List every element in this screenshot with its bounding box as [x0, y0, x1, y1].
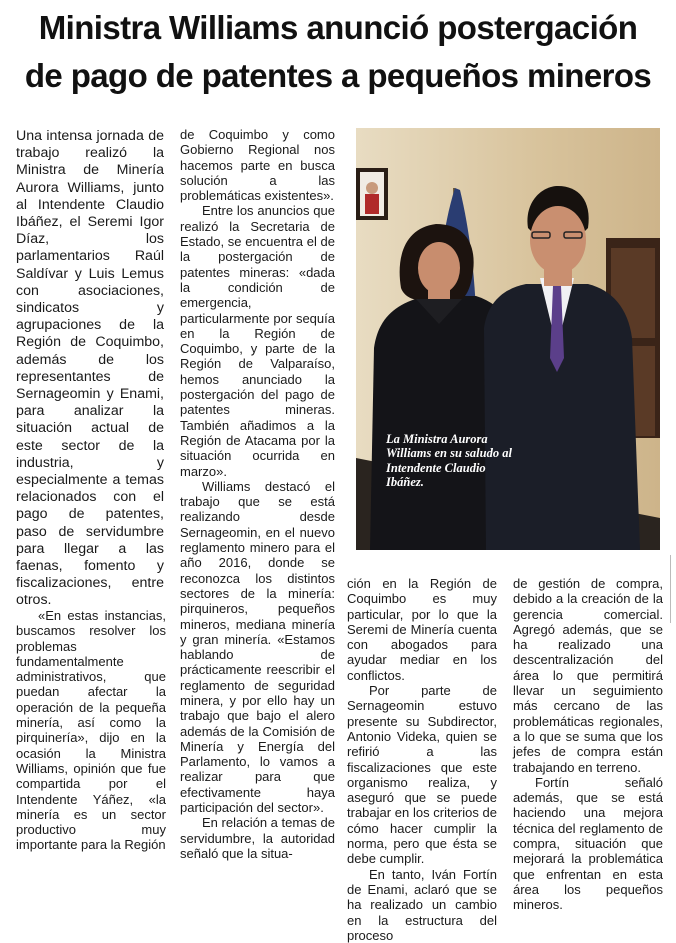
column-3 — [347, 576, 497, 943]
paragraph: En relación a temas de servidumbre, la autoridad señaló que la situa- — [180, 815, 335, 861]
paragraph: Williams destacó el trabajo que se está realizando desde Sernageomin, en el nuevo reglamento minero para el año 2016, donde se reconozca los distintos sectores de la minería: pirquineros, pequeños mineros, mediana minería y gran minería. «Estamos hablando de prácticamente reescribir el reglamento de seguridad minera, y por ello hay un trabajo que bajo el alero además de la Comisión de Minería y Energía del Parlamento, lo vamos a realizar para que efectivamente haya participación del sector». — [180, 478, 335, 816]
column-4 — [513, 576, 663, 913]
column-1-bottom — [16, 608, 166, 853]
column-1-top — [16, 128, 164, 610]
column-2 — [180, 127, 335, 861]
paragraph: En tanto, Iván Fortín de Enami, aclaró que se ha realizado un cambio en la estructura del proceso — [347, 866, 497, 943]
paragraph: Fortín señaló además, que se está haciendo una mejora técnica del reglamento de compra, situación que mejorará la problemática que enfrentan en esta área los pequeños mineros. — [513, 774, 663, 913]
photo-caption: La Ministra Aurora Williams en su saludo al Intendente Claudio Ibáñez. — [386, 432, 512, 489]
headline-line-2: de pago de patentes a pequeños mineros — [24, 57, 652, 94]
paragraph: «En estas instancias, buscamos resolver los problemas fundamentalmente administrativos, que puedan afectar la operación de la pequeña minería, así como la pirquinería», dijo en la ocasión la Ministra Williams, opinión que fue compartida por el Intendente Yáñez, «la minería es un sector productivo muy importante para la Región — [16, 608, 166, 853]
column-divider — [670, 555, 671, 623]
headline-line-1: Ministra Williams anunció postergación — [38, 9, 638, 46]
paragraph: Una intensa jornada de trabajo realizó la Ministra de Minería Aurora Williams, junto al Intendente Claudio Ibáñez, el Seremi Igor Díaz, los parlamentarios Raúl Saldívar y Luis Lemus con asociaciones, sindicatos y agrupaciones de la Región de Coquimbo, además de los representantes de Sernageomin y Enami, para analizar la situación actual de este sector de la industria, y especialmente a temas relacionados con el pago de patentes, paso de servidumbre para llegar a las faenas, fomento y fiscalizaciones, entre otros. — [16, 128, 164, 609]
paragraph: Por parte de Sernageomin estuvo presente su Subdirector, Antonio Videka, quien se refirió a las fiscalizaciones que este organismo realiza, y aseguró que se puede trabajar en los criterios de cómo hacer cumplir la norma, pero que ésta se debe cumplir. — [347, 683, 497, 867]
paragraph: ción en la Región de Coquimbo es muy particular, por lo que la Seremi de Minería cuenta con abogados para ayudar mediar en los conflictos. — [347, 576, 497, 683]
article-photo — [356, 128, 660, 550]
article-headline — [0, 4, 676, 100]
paragraph: de gestión de compra, debido a la creación de la gerencia comercial. Agregó además, que se ha realizado una descentralización del área lo que permitirá llevar un seguimiento más cercano de las problemáticas regionales, a lo que se suma que los jefes de compra están trabajando en terreno. — [513, 576, 663, 775]
paragraph: Entre los anuncios que realizó la Secretaria de Estado, se encuentra el de la postergación de patentes mineras: «dada la condición de emergencia, particularmente por sequía en la Región de Coquimbo, y parte de la Región de Valparaíso, hemos anunciado la postergación del pago de patentes mineras. También añadimos a la Región de Atacama por la situación ocurrida en marzo». — [180, 203, 335, 479]
paragraph: de Coquimbo y como Gobierno Regional nos hacemos parte en busca solución a las problemáticas existentes». — [180, 127, 335, 204]
